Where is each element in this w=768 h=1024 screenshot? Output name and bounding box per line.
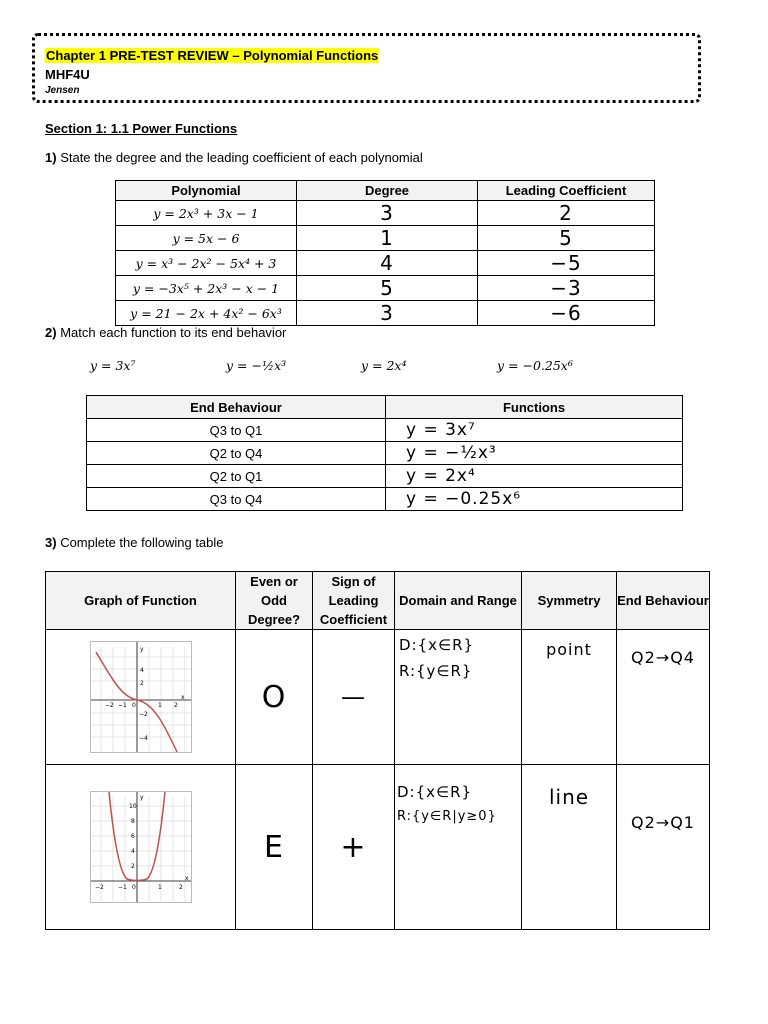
parity-answer[interactable]: O bbox=[236, 630, 313, 765]
x-tick-label: 2 bbox=[178, 884, 183, 891]
y-tick-label: −4 bbox=[138, 735, 148, 742]
y-tick-label: 2 bbox=[130, 863, 135, 870]
col-header-degree: Degree bbox=[297, 181, 478, 201]
end-behaviour-table bbox=[86, 395, 683, 511]
header-box bbox=[32, 33, 701, 103]
y-axis-label: y bbox=[139, 794, 144, 801]
table-row bbox=[87, 419, 683, 442]
polynomial-cell: y = 21 − 2x + 4x² − 6x³ bbox=[116, 301, 297, 326]
question-3-text: Complete the following table bbox=[60, 535, 224, 550]
polynomial-cell: y = 2x³ + 3x − 1 bbox=[116, 201, 297, 226]
range-answer: R:{y∈R} bbox=[399, 662, 473, 680]
col-header-functions: Functions bbox=[386, 396, 683, 419]
function-answer[interactable]: y = 3x⁷ bbox=[386, 419, 683, 442]
domain-answer: D:{x∈R} bbox=[399, 636, 475, 654]
x-tick-label: 0 bbox=[131, 884, 136, 891]
degree-answer[interactable]: 4 bbox=[297, 251, 478, 276]
y-tick-label: 2 bbox=[139, 680, 144, 687]
y-tick-label: 10 bbox=[128, 803, 137, 810]
x-tick-label: −1 bbox=[117, 884, 127, 891]
question-2 bbox=[45, 325, 286, 340]
x-tick-label: 2 bbox=[173, 702, 178, 709]
table-row bbox=[116, 301, 655, 326]
function-option: y = 3x⁷ bbox=[90, 358, 136, 373]
function-option: y = −0.25x⁶ bbox=[497, 358, 573, 373]
question-1-text: State the degree and the leading coefficient of each polynomial bbox=[60, 150, 423, 165]
y-tick-label: 4 bbox=[139, 667, 144, 674]
polynomial-cell: y = −3x⁵ + 2x³ − x − 1 bbox=[116, 276, 297, 301]
x-tick-label: 1 bbox=[157, 702, 162, 709]
table-row bbox=[87, 465, 683, 488]
x-axis-label: x bbox=[180, 694, 185, 701]
y-tick-label: 8 bbox=[130, 818, 135, 825]
table-row bbox=[46, 630, 710, 765]
graph-odd-function bbox=[90, 641, 192, 753]
function-answer[interactable]: y = 2x⁴ bbox=[386, 465, 683, 488]
function-analysis-table bbox=[45, 571, 710, 930]
col-header-leading: Leading Coefficient bbox=[478, 181, 655, 201]
page-title: Chapter 1 PRE-TEST REVIEW – Polynomial Functions bbox=[46, 48, 379, 63]
x-tick-label: 1 bbox=[157, 884, 162, 891]
leading-answer[interactable]: −6 bbox=[478, 301, 655, 326]
leading-answer[interactable]: 2 bbox=[478, 201, 655, 226]
course-code: MHF4U bbox=[45, 67, 90, 82]
table-row bbox=[116, 251, 655, 276]
x-tick-label: −1 bbox=[117, 702, 127, 709]
col-header-parity: Even or Odd Degree? bbox=[236, 572, 313, 630]
x-tick-label: 0 bbox=[131, 702, 136, 709]
behaviour-cell: Q3 to Q4 bbox=[87, 488, 386, 511]
polynomial-cell: y = 5x − 6 bbox=[116, 226, 297, 251]
table-row bbox=[116, 226, 655, 251]
degree-answer[interactable]: 3 bbox=[297, 301, 478, 326]
table-row bbox=[87, 442, 683, 465]
function-answer[interactable]: y = −½x³ bbox=[386, 442, 683, 465]
col-header-end-behaviour: End Behaviour bbox=[617, 572, 710, 630]
range-answer: R:{y∈R|y≥0} bbox=[397, 809, 497, 824]
leading-answer[interactable]: 5 bbox=[478, 226, 655, 251]
degree-answer[interactable]: 3 bbox=[297, 201, 478, 226]
col-header-symmetry: Symmetry bbox=[522, 572, 617, 630]
col-header-graph: Graph of Function bbox=[46, 572, 236, 630]
col-header-sign: Sign of Leading Coefficient bbox=[313, 572, 395, 630]
table-row bbox=[46, 765, 710, 930]
question-2-text: Match each function to its end behavior bbox=[60, 325, 287, 340]
symmetry-answer[interactable]: point bbox=[522, 630, 617, 765]
col-header-polynomial: Polynomial bbox=[116, 181, 297, 201]
question-1 bbox=[45, 150, 423, 165]
col-header-behaviour: End Behaviour bbox=[87, 396, 386, 419]
x-tick-label: −2 bbox=[94, 884, 104, 891]
symmetry-answer[interactable]: line bbox=[522, 765, 617, 930]
function-answer[interactable]: y = −0.25x⁶ bbox=[386, 488, 683, 511]
degree-answer[interactable]: 5 bbox=[297, 276, 478, 301]
behaviour-cell: Q2 to Q4 bbox=[87, 442, 386, 465]
table-row bbox=[116, 201, 655, 226]
domain-range-cell[interactable] bbox=[395, 765, 522, 930]
graph-cell bbox=[46, 630, 236, 765]
y-tick-label: −2 bbox=[138, 711, 148, 718]
end-behaviour-answer[interactable]: Q2→Q4 bbox=[617, 630, 710, 765]
behaviour-cell: Q2 to Q1 bbox=[87, 465, 386, 488]
behaviour-cell: Q3 to Q1 bbox=[87, 419, 386, 442]
col-header-domain-range: Domain and Range bbox=[395, 572, 522, 630]
table-row bbox=[116, 276, 655, 301]
graph-even-function bbox=[90, 791, 192, 903]
leading-answer[interactable]: −5 bbox=[478, 251, 655, 276]
polynomial-cell: y = x³ − 2x² − 5x⁴ + 3 bbox=[116, 251, 297, 276]
sign-answer[interactable]: — bbox=[313, 630, 395, 765]
leading-answer[interactable]: −3 bbox=[478, 276, 655, 301]
y-tick-label: 6 bbox=[130, 833, 135, 840]
question-3-number: 3) bbox=[45, 535, 57, 550]
y-tick-label: 4 bbox=[130, 848, 135, 855]
graph-cell bbox=[46, 765, 236, 930]
domain-answer: D:{x∈R} bbox=[397, 783, 473, 801]
author-name: Jensen bbox=[45, 85, 80, 96]
function-option: y = 2x⁴ bbox=[361, 358, 407, 373]
x-axis-label: x bbox=[184, 875, 189, 882]
question-2-number: 2) bbox=[45, 325, 57, 340]
table-row bbox=[87, 488, 683, 511]
y-axis-label: y bbox=[139, 646, 144, 653]
sign-answer[interactable]: + bbox=[313, 765, 395, 930]
question-1-number: 1) bbox=[45, 150, 57, 165]
degree-table bbox=[115, 180, 655, 326]
domain-range-cell[interactable] bbox=[395, 630, 522, 765]
section-heading: Section 1: 1.1 Power Functions bbox=[45, 121, 238, 136]
end-behaviour-answer[interactable]: Q2→Q1 bbox=[617, 765, 710, 930]
question-3 bbox=[45, 535, 224, 550]
parity-answer[interactable]: E bbox=[236, 765, 313, 930]
function-option: y = −½x³ bbox=[226, 358, 287, 373]
degree-answer[interactable]: 1 bbox=[297, 226, 478, 251]
x-tick-label: −2 bbox=[104, 702, 114, 709]
